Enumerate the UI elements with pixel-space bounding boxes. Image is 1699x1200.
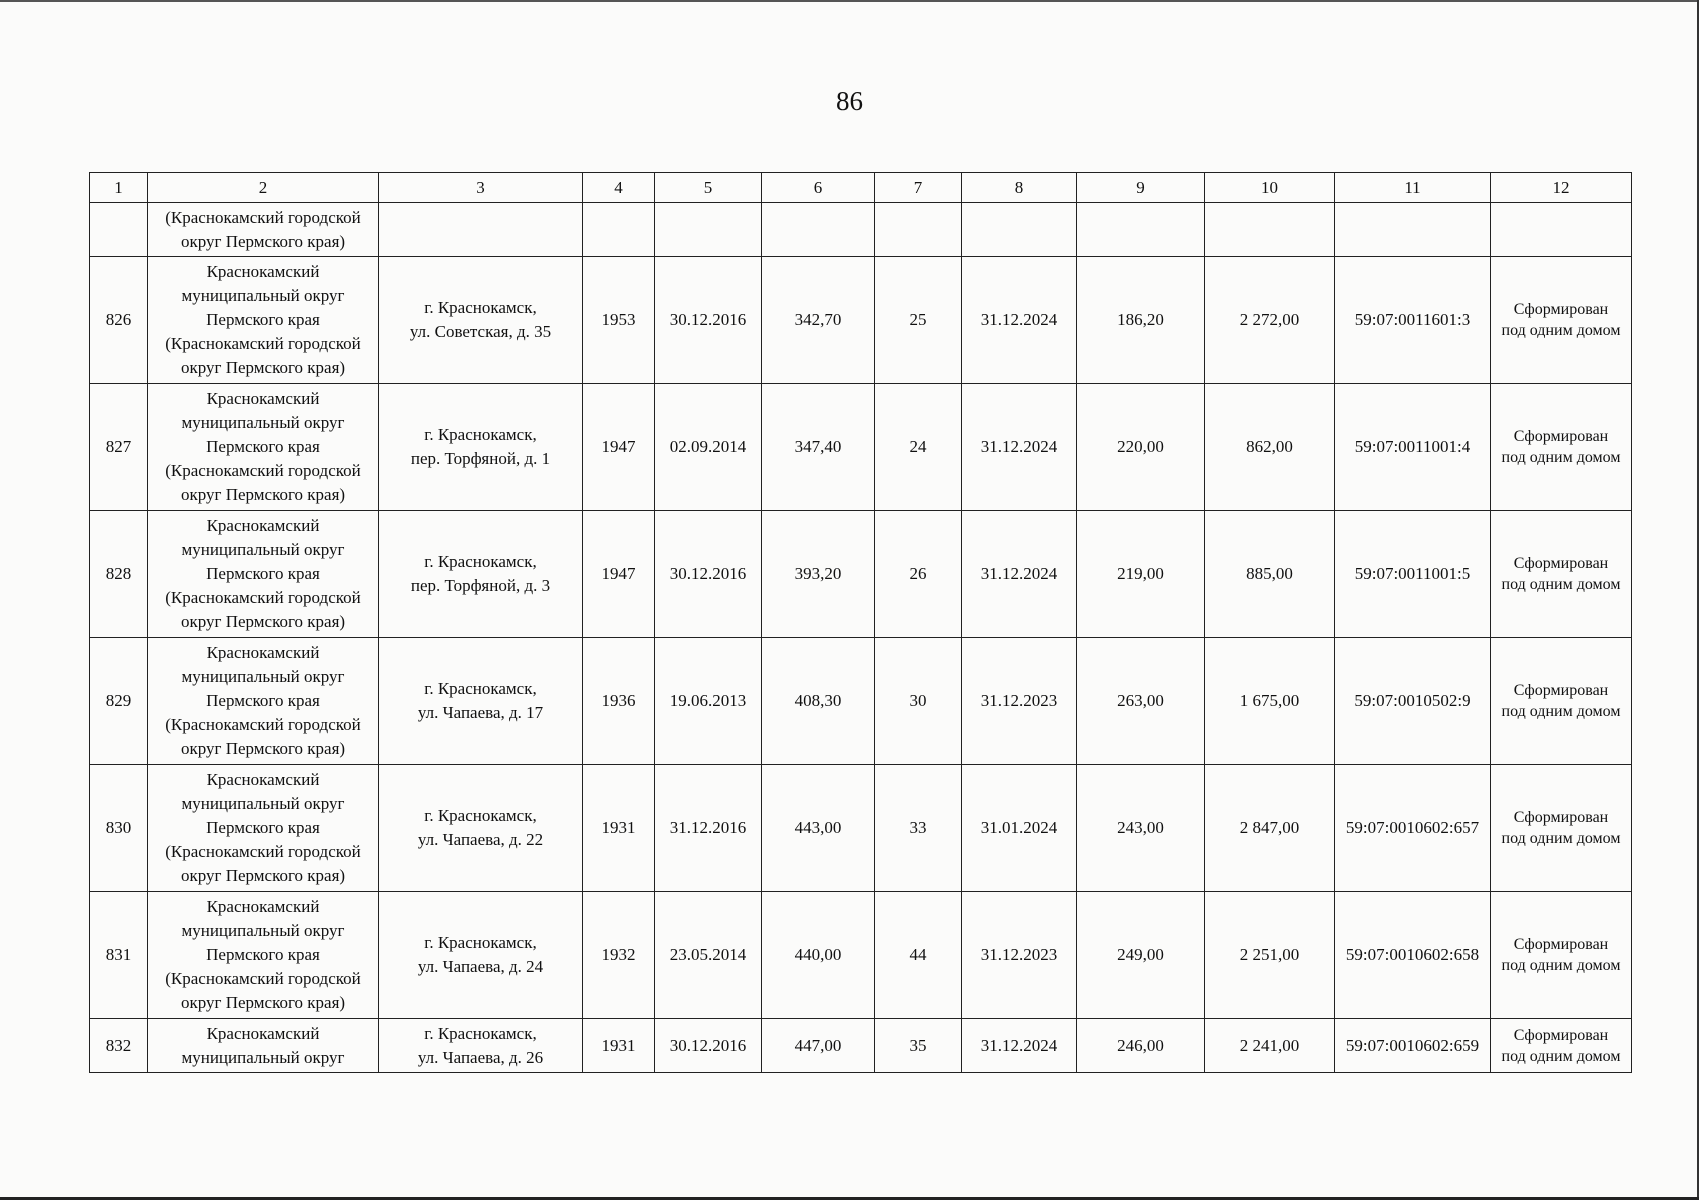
cell-num: 826 — [90, 257, 148, 384]
table-row — [90, 1019, 1632, 1073]
owner-line: округ Пермского края) — [180, 231, 346, 251]
owner-line: Краснокамский — [206, 897, 320, 916]
cell-status — [1491, 1019, 1632, 1073]
cell-cadastral: 59:07:0010602:657 — [1335, 765, 1491, 892]
column-number-7: 7 — [875, 173, 962, 203]
cell-owner — [148, 638, 379, 765]
owner-line: Краснокамский — [206, 1023, 320, 1043]
cell-count: 25 — [875, 257, 962, 384]
owner-line: Пермского края — [206, 310, 320, 329]
address-line: ул. Чапаева, д. 17 — [417, 703, 544, 722]
column-number-10: 10 — [1205, 173, 1335, 203]
cell-date: 02.09.2014 — [655, 384, 762, 511]
column-number-5: 5 — [655, 173, 762, 203]
owner-line: Краснокамский — [206, 643, 320, 662]
table-row — [90, 511, 1632, 638]
cell-status — [1491, 765, 1632, 892]
owner-line: (Краснокамский городской — [165, 461, 361, 480]
cell-num: 827 — [90, 384, 148, 511]
status-line: под одним домом — [1501, 1047, 1621, 1065]
cell-address — [379, 257, 583, 384]
status-line: Сформирован — [1513, 555, 1609, 572]
table-row — [90, 257, 1632, 384]
address-line: пер. Торфяной, д. 1 — [410, 449, 551, 468]
cell-owner — [148, 511, 379, 638]
cell-status — [1491, 257, 1632, 384]
page-number: 86 — [836, 86, 863, 116]
owner-line: муниципальный округ — [181, 667, 345, 686]
owner-line: муниципальный округ — [181, 1047, 345, 1067]
owner-line: округ Пермского края) — [180, 866, 346, 885]
cell-year: 1931 — [583, 1019, 655, 1073]
cell-date: 30.12.2016 — [655, 257, 762, 384]
table-body — [90, 203, 1632, 1073]
status-line: Сформирован — [1513, 936, 1609, 953]
cell-col10: 885,00 — [1205, 511, 1335, 638]
owner-line: округ Пермского края) — [180, 485, 346, 504]
status-line: под одним домом — [1501, 830, 1621, 847]
column-number-row — [90, 173, 1632, 203]
owner-line: Пермского края — [206, 818, 320, 837]
table-row — [90, 638, 1632, 765]
owner-line: Пермского края — [206, 945, 320, 964]
cell-col10: 862,00 — [1205, 384, 1335, 511]
cell-area — [762, 203, 875, 257]
owner-line: (Краснокамский городской — [165, 842, 361, 861]
cell-deadline — [962, 203, 1077, 257]
cell-col9: 220,00 — [1077, 384, 1205, 511]
cell-cadastral: 59:07:0010602:658 — [1335, 892, 1491, 1019]
cell-address — [379, 892, 583, 1019]
continuation-row — [90, 203, 1632, 257]
cell-col9: 263,00 — [1077, 638, 1205, 765]
owner-line: (Краснокамский городской — [165, 969, 361, 988]
column-number-4: 4 — [583, 173, 655, 203]
cell-area: 440,00 — [762, 892, 875, 1019]
cell-num: 831 — [90, 892, 148, 1019]
cell-deadline: 31.12.2024 — [962, 384, 1077, 511]
cell-year: 1953 — [583, 257, 655, 384]
cell-address — [379, 1019, 583, 1073]
status-line: под одним домом — [1501, 576, 1621, 593]
owner-line: Краснокамский — [206, 389, 320, 408]
column-number-8: 8 — [962, 173, 1077, 203]
cell-col10: 1 675,00 — [1205, 638, 1335, 765]
owner-line: округ Пермского края) — [180, 739, 346, 758]
cell-year: 1947 — [583, 511, 655, 638]
column-number-12: 12 — [1491, 173, 1632, 203]
cell-count: 33 — [875, 765, 962, 892]
column-number-9: 9 — [1077, 173, 1205, 203]
cell-date: 30.12.2016 — [655, 1019, 762, 1073]
cell-cadastral: 59:07:0011601:3 — [1335, 257, 1491, 384]
cell-year: 1947 — [583, 384, 655, 511]
cell-deadline: 31.12.2024 — [962, 511, 1077, 638]
cell-area: 443,00 — [762, 765, 875, 892]
address-line: г. Краснокамск, — [424, 806, 537, 825]
cell-deadline: 31.12.2023 — [962, 638, 1077, 765]
cell-cadastral: 59:07:0010602:659 — [1335, 1019, 1491, 1073]
cell-address — [379, 511, 583, 638]
owner-line: Пермского края — [206, 564, 320, 583]
status-line: Сформирован — [1513, 428, 1609, 445]
address-line: ул. Советская, д. 35 — [409, 322, 552, 341]
address-line: г. Краснокамск, — [424, 679, 537, 698]
status-line: Сформирован — [1513, 682, 1609, 699]
status-line: Сформирован — [1513, 809, 1609, 826]
status-line: Сформирован — [1513, 301, 1609, 318]
owner-line: округ Пермского края) — [180, 993, 346, 1012]
cell-cadastral — [1335, 203, 1491, 257]
cell-num — [90, 203, 148, 257]
cell-owner — [148, 203, 379, 257]
cell-col10: 2 847,00 — [1205, 765, 1335, 892]
cell-owner — [148, 1019, 379, 1073]
cell-deadline: 31.12.2023 — [962, 892, 1077, 1019]
owner-line: (Краснокамский городской — [165, 715, 361, 734]
cell-owner — [148, 765, 379, 892]
address-line: ул. Чапаева, д. 22 — [417, 830, 544, 849]
cell-date — [655, 203, 762, 257]
owner-line: Краснокамский — [206, 516, 320, 535]
cell-address — [379, 384, 583, 511]
cell-status — [1491, 892, 1632, 1019]
owner-line: Пермского края — [206, 691, 320, 710]
cell-count: 24 — [875, 384, 962, 511]
cell-owner — [148, 257, 379, 384]
cell-owner — [148, 892, 379, 1019]
cell-area: 347,40 — [762, 384, 875, 511]
cell-col10 — [1205, 203, 1335, 257]
owner-line: муниципальный округ — [181, 921, 345, 940]
address-line: пер. Торфяной, д. 3 — [410, 576, 551, 595]
housing-registry-table — [89, 172, 1632, 1073]
owner-line: Краснокамский — [206, 262, 320, 281]
status-line: под одним домом — [1501, 957, 1621, 974]
table-row — [90, 892, 1632, 1019]
column-number-2: 2 — [148, 173, 379, 203]
cell-num: 832 — [90, 1019, 148, 1073]
cell-col9 — [1077, 203, 1205, 257]
cell-col10: 2 251,00 — [1205, 892, 1335, 1019]
cell-col9: 243,00 — [1077, 765, 1205, 892]
status-line: под одним домом — [1501, 449, 1621, 466]
address-line: г. Краснокамск, — [424, 933, 537, 952]
table-row — [90, 765, 1632, 892]
owner-line: муниципальный округ — [181, 540, 345, 559]
owner-line: (Краснокамский городской — [165, 588, 361, 607]
owner-line: муниципальный округ — [181, 286, 345, 305]
cell-status — [1491, 384, 1632, 511]
cell-status — [1491, 638, 1632, 765]
cell-year — [583, 203, 655, 257]
cell-num: 829 — [90, 638, 148, 765]
cell-year: 1936 — [583, 638, 655, 765]
owner-line: округ Пермского края) — [180, 612, 346, 631]
cell-owner — [148, 384, 379, 511]
address-line: г. Краснокамск, — [424, 552, 537, 571]
cell-date: 23.05.2014 — [655, 892, 762, 1019]
cell-count: 26 — [875, 511, 962, 638]
cell-status — [1491, 203, 1632, 257]
cell-col9: 186,20 — [1077, 257, 1205, 384]
owner-line: Пермского края — [206, 437, 320, 456]
address-line: ул. Чапаева, д. 24 — [417, 957, 544, 976]
owner-line: муниципальный округ — [181, 794, 345, 813]
status-line: Сформирован — [1513, 1026, 1609, 1044]
cell-count: 30 — [875, 638, 962, 765]
cell-date: 30.12.2016 — [655, 511, 762, 638]
cell-col9: 219,00 — [1077, 511, 1205, 638]
page-top-edge — [0, 0, 1699, 2]
address-line: г. Краснокамск, — [424, 425, 537, 444]
cell-cadastral: 59:07:0011001:5 — [1335, 511, 1491, 638]
cell-area: 447,00 — [762, 1019, 875, 1073]
cell-col10: 2 241,00 — [1205, 1019, 1335, 1073]
column-number-3: 3 — [379, 173, 583, 203]
address-line: ул. Чапаева, д. 26 — [417, 1047, 544, 1067]
cell-num: 830 — [90, 765, 148, 892]
cell-area: 393,20 — [762, 511, 875, 638]
table-row — [90, 384, 1632, 511]
column-number-6: 6 — [762, 173, 875, 203]
cell-count — [875, 203, 962, 257]
owner-line: (Краснокамский городской — [165, 334, 361, 353]
cell-area: 408,30 — [762, 638, 875, 765]
column-number-1: 1 — [90, 173, 148, 203]
address-line: г. Краснокамск, — [424, 1023, 537, 1043]
cell-deadline: 31.01.2024 — [962, 765, 1077, 892]
cell-deadline: 31.12.2024 — [962, 257, 1077, 384]
cell-date: 19.06.2013 — [655, 638, 762, 765]
status-line: под одним домом — [1501, 703, 1621, 720]
cell-num: 828 — [90, 511, 148, 638]
cell-year: 1931 — [583, 765, 655, 892]
cell-col10: 2 272,00 — [1205, 257, 1335, 384]
column-number-11: 11 — [1335, 173, 1491, 203]
owner-line: округ Пермского края) — [180, 358, 346, 377]
cell-count: 44 — [875, 892, 962, 1019]
cell-address — [379, 638, 583, 765]
cell-cadastral: 59:07:0010502:9 — [1335, 638, 1491, 765]
address-line: г. Краснокамск, — [424, 298, 537, 317]
cell-date: 31.12.2016 — [655, 765, 762, 892]
owner-line: (Краснокамский городской — [165, 207, 361, 227]
cell-address — [379, 765, 583, 892]
owner-line: Краснокамский — [206, 770, 320, 789]
cell-deadline: 31.12.2024 — [962, 1019, 1077, 1073]
cell-year: 1932 — [583, 892, 655, 1019]
owner-line: муниципальный округ — [181, 413, 345, 432]
cell-cadastral: 59:07:0011001:4 — [1335, 384, 1491, 511]
status-line: под одним домом — [1501, 322, 1621, 339]
cell-col9: 246,00 — [1077, 1019, 1205, 1073]
cell-address — [379, 203, 583, 257]
cell-area: 342,70 — [762, 257, 875, 384]
cell-status — [1491, 511, 1632, 638]
cell-count: 35 — [875, 1019, 962, 1073]
cell-col9: 249,00 — [1077, 892, 1205, 1019]
